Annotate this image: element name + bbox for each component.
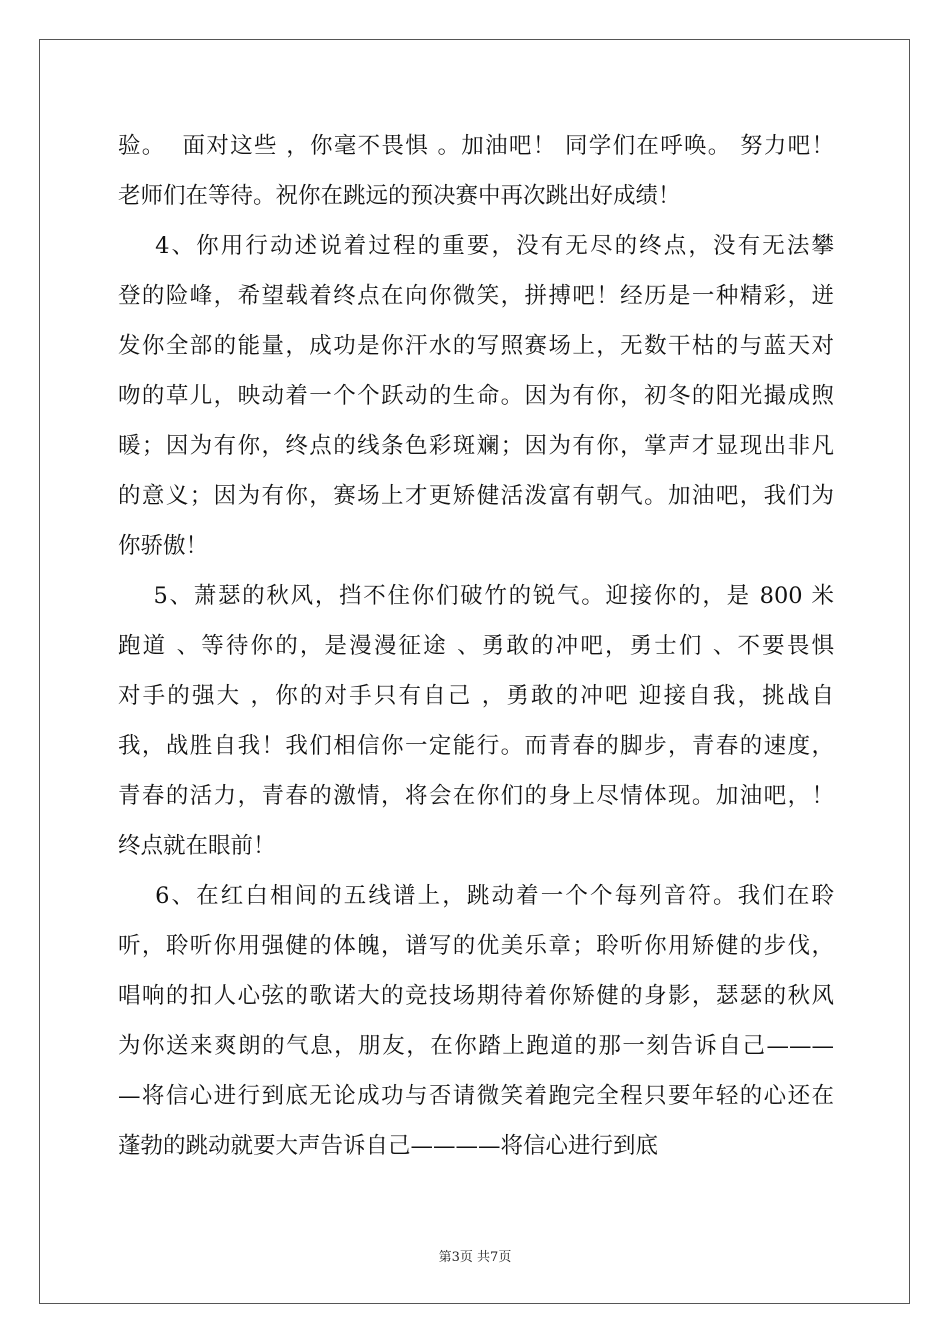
text-line: 跑道 、等待你的，是漫漫征途 、勇敢的冲吧，勇士们 、不要畏惧 bbox=[118, 633, 834, 659]
text-line: 6、在红白相间的五线谱上，跳动着一个个每列音符。我们在聆 bbox=[118, 883, 834, 909]
text-line: —将信心进行到底无论成功与否请微笑着跑完全程只要年轻的心还在 bbox=[118, 1083, 834, 1109]
text-line: 暖；因为有你，终点的线条色彩斑斓；因为有你，掌声才显现出非凡 bbox=[118, 433, 834, 459]
page-number: 第3页 共7页 bbox=[438, 1250, 512, 1265]
document-body bbox=[118, 126, 834, 1176]
text-line: 发你全部的能量，成功是你汗水的写照赛场上，无数干枯的与蓝天对 bbox=[118, 333, 834, 359]
text-line: 登的险峰，希望载着终点在向你微笑，拼搏吧！经历是一种精彩，迸 bbox=[118, 283, 834, 309]
text-line: 为你送来爽朗的气息，朋友，在你踏上跑道的那一刻告诉自己——— bbox=[118, 1033, 834, 1059]
text-line: 蓬勃的跳动就要大声告诉自己————将信心进行到底 bbox=[118, 1133, 659, 1159]
text-line: 老师们在等待。祝你在跳远的预决赛中再次跳出好成绩！ bbox=[118, 183, 681, 209]
text-line: 5、萧瑟的秋风，挡不住你们破竹的锐气。迎接你的，是 800 米 bbox=[118, 583, 834, 609]
text-line: 对手的强大 ，你的对手只有自己 ，勇敢的冲吧 迎接自我，挑战自 bbox=[118, 683, 834, 709]
text-line: 4、你用行动述说着过程的重要，没有无尽的终点，没有无法攀 bbox=[118, 233, 834, 259]
text-line: 我，战胜自我！我们相信你一定能行。而青春的脚步，青春的速度， bbox=[118, 733, 834, 759]
text-line: 吻的草儿，映动着一个个跃动的生命。因为有你，初冬的阳光撮成煦 bbox=[118, 383, 834, 409]
text-line: 的意义；因为有你，赛场上才更矫健活泼富有朝气。加油吧，我们为 bbox=[118, 483, 834, 509]
text-line: 终点就在眼前！ bbox=[118, 833, 276, 859]
text-line: 听，聆听你用强健的体魄，谱写的优美乐章；聆听你用矫健的步伐， bbox=[118, 933, 834, 959]
text-line: 唱响的扣人心弦的歌诺大的竞技场期待着你矫健的身影，瑟瑟的秋风 bbox=[118, 983, 834, 1009]
text-line: 青春的活力，青春的激情，将会在你们的身上尽情体现。加油吧，！ bbox=[118, 783, 834, 809]
text-line: 验。 面对这些 ，你毫不畏惧 。加油吧！ 同学们在呼唤。 努力吧！ bbox=[118, 133, 834, 159]
text-line: 你骄傲！ bbox=[118, 533, 209, 559]
